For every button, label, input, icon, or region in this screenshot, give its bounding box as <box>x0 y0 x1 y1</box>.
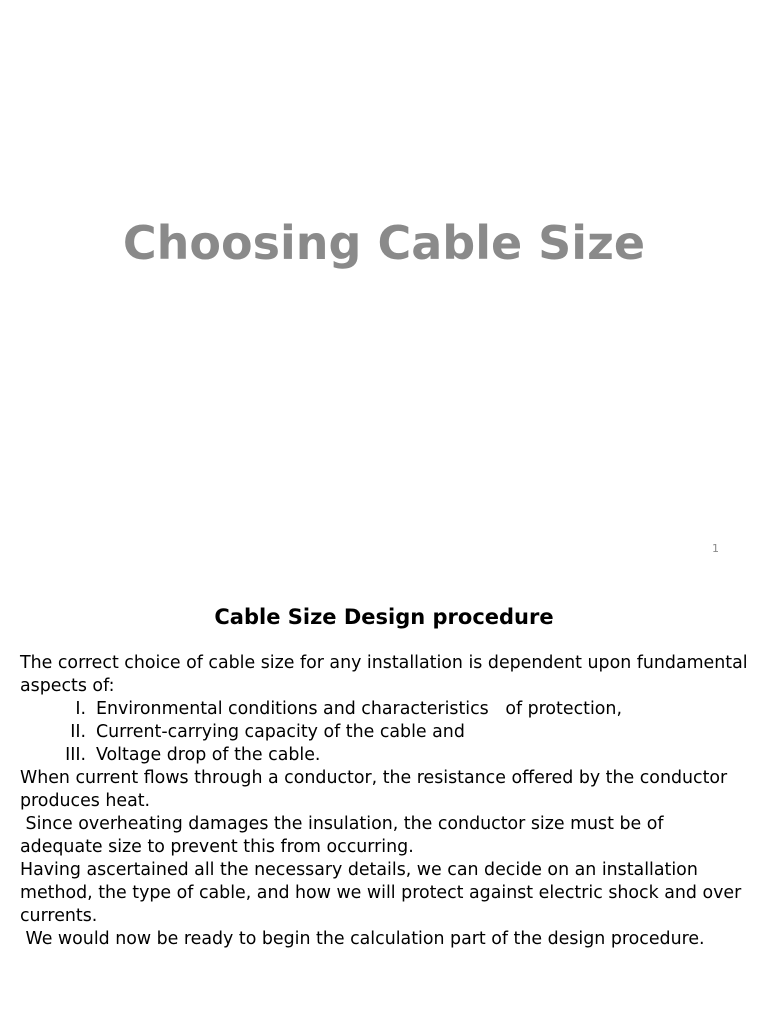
page-number: 1 <box>712 542 719 555</box>
paragraph: We would now be ready to begin the calculation part of the design procedure. <box>20 929 705 949</box>
paragraph: When current flows through a conductor, the resistance offered by the conductor produces heat. <box>20 768 728 811</box>
paragraph: Having ascertained all the necessary details, we can decide on an installation method, the type of cable, and how we will protect against electric shock and over currents. <box>20 860 742 926</box>
paragraph: Since overheating damages the insulation, the conductor size must be of adequate size to prevent this from occurring. <box>20 814 670 857</box>
list-item <box>20 721 750 744</box>
section-heading: Cable Size Design procedure <box>214 605 554 629</box>
list-marker: III. <box>65 745 86 765</box>
list-item <box>20 744 750 767</box>
list-marker: II. <box>70 722 86 742</box>
list-item-text: Environmental conditions and characteristics of protection, <box>96 699 622 719</box>
slide-title: Choosing Cable Size <box>122 216 646 270</box>
intro-paragraph: The correct choice of cable size for any installation is dependent upon fundamental aspects of: <box>20 653 748 696</box>
list-marker: I. <box>75 699 86 719</box>
body-text <box>20 652 750 951</box>
list-item-text: Current-carrying capacity of the cable and <box>96 722 465 742</box>
list-item-text: Voltage drop of the cable. <box>96 745 321 765</box>
content-slide <box>0 576 768 1024</box>
list-item <box>20 698 750 721</box>
